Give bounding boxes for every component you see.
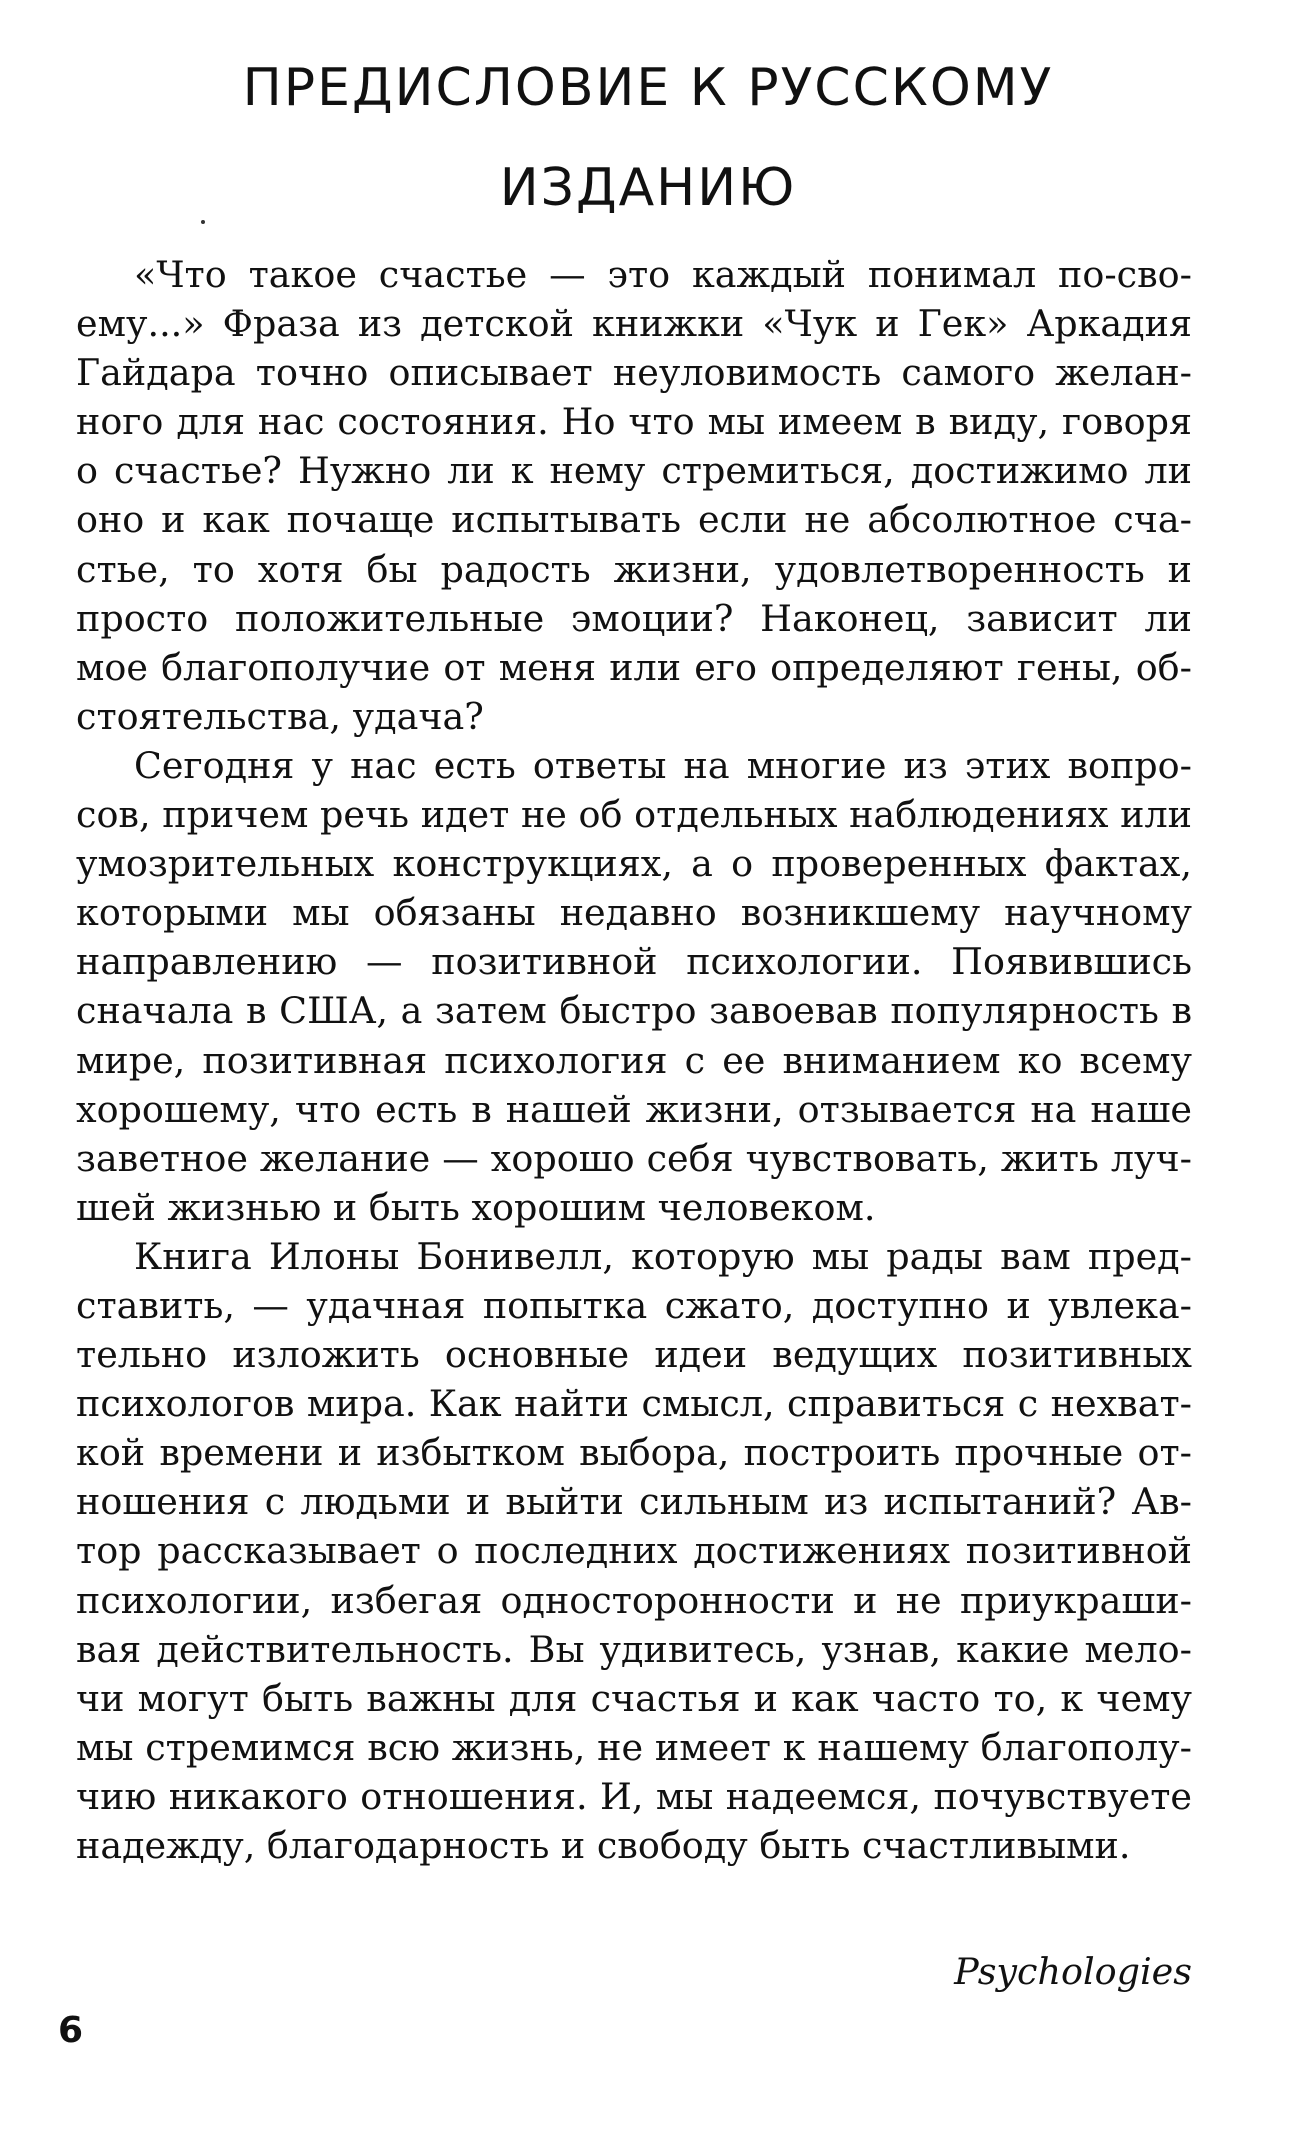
paragraph-1: «Что такое счастье — это каждый понимал по-своему...» Фраза из детской книжки «Чук и Гек» Аркадия Гайдара точно описывает неуловимость самого желанного для нас состояния. Но что мы имеем в виду, говоря о счастье? Нужно ли к нему стремиться, достижимо ли оно и как почаще испытывать если не абсолютное счастье, то хотя бы радость жизни, удовлетворенность и просто положительные эмоции? Наконец, зависит ли мое благополучие от меня или его определяют гены, обстоятельства, удача?: [76, 253, 1192, 738]
chapter-title-line-1: ПРЕДИСЛОВИЕ К РУССКОМУ: [242, 58, 1054, 118]
signature: Psychologies: [954, 1950, 1192, 1993]
chapter-title-line-2: ИЗДАНИЮ: [499, 158, 797, 218]
preface-body: [76, 250, 1192, 1870]
paragraph-3: Книга Илоны Бонивелл, которую мы рады вам представить, — удачная попытка сжато, доступно и увлекательно изложить основные идеи ведущих позитивных психологов мира. Как найти смысл, справиться с нехваткой времени и избытком выбора, построить прочные отношения с людьми и выйти сильным из испытаний? Автор рассказывает о последних достижениях позитивной психологии, избегая односторонности и не приукрашивая действительность. Вы удивитесь, узнав, какие мелочи могут быть важны для счастья и как часто то, к чему мы стремимся всю жизнь, не имеет к нашему благополучию никакого отношения. И, мы надеемся, почувствуете надежду, благодарность и свободу быть счастливыми.: [76, 1234, 1192, 1867]
print-speck: [201, 220, 205, 224]
paragraph-2: Сегодня у нас есть ответы на многие из этих вопросов, причем речь идет не об отдельных наблюдениях или умозрительных конструкциях, а о проверенных фактах, которыми мы обязаны недавно возникшему научному направлению — позитивной психологии. Появившись сначала в США, а затем быстро завоевав популярность в мире, позитивная психология с ее вниманием ко всему хорошему, что есть в нашей жизни, отзывается на наше заветное желание — хорошо себя чувствовать, жить лучшей жизнью и быть хорошим человеком.: [76, 743, 1192, 1229]
page-number: 6: [58, 2010, 84, 2051]
